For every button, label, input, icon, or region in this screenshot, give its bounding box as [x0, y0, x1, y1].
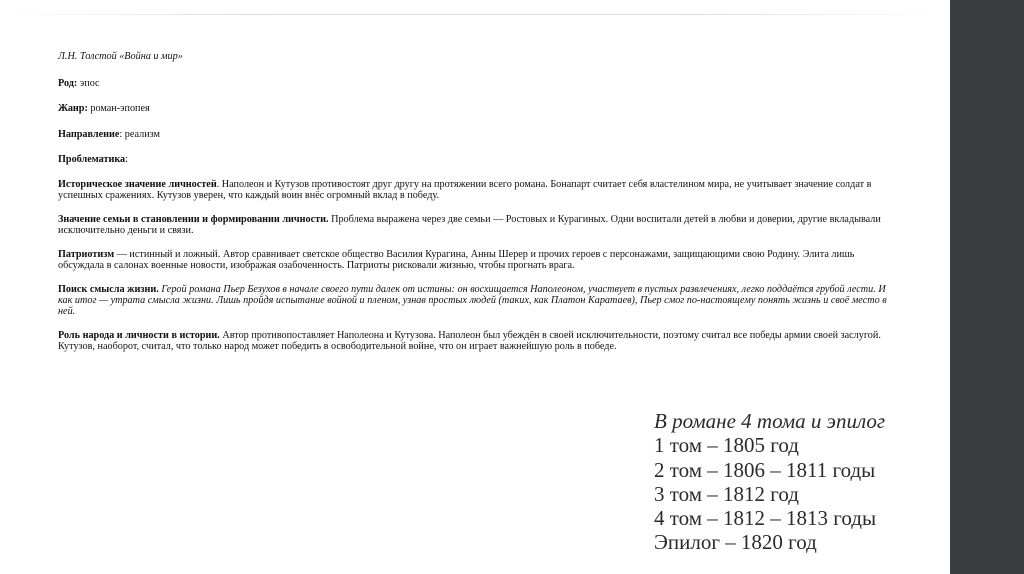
paragraph-family — [58, 214, 893, 236]
paragraph-label: Поиск смысла жизни. — [58, 283, 159, 295]
paragraph-label: Значение семьи в становлении и формировании личности. — [58, 213, 329, 225]
paragraph-patriotism — [58, 249, 893, 271]
paragraph-label: Патриотизм — [58, 248, 115, 260]
paragraph-meaning-of-life — [58, 284, 893, 318]
napravlenie-label: Направление — [58, 128, 120, 140]
book-title: Л.Н. Толстой «Война и мир» — [58, 51, 183, 62]
rod-value: эпос — [77, 78, 100, 90]
napravlenie-line — [58, 129, 893, 140]
summary-heading: В романе 4 тома и эпилог — [654, 409, 886, 433]
paragraph-text: Герой романа Пьер Безухов в начале своего пути далек от истины: он восхищается Наполеоном, участвует в пустых развлечениях, легко поддаётся грубой лести. И как итог — утрата смысла жизни. Лишь пройдя испытание войной и пленом, узнав простых людей (таких, как Платон Каратаев), Пьер смог по-настоящему понять жизнь и своё место в ней. — [58, 283, 887, 318]
document-text — [58, 51, 893, 365]
paragraph-text: Проблема выражена через две семьи — Ростовых и Курагиных. Одни воспитали детей в любви и доверии, другие вкладывали исключительно деньги и связи. — [58, 213, 881, 237]
summary-line: 4 том – 1812 – 1813 годы — [654, 506, 877, 531]
paragraph-historical-significance — [58, 179, 893, 201]
problematika-label: Проблематика — [58, 153, 126, 165]
volumes-summary — [654, 409, 934, 555]
zhanr-label: Жанр: — [58, 103, 88, 115]
napravlenie-value: : реализм — [119, 128, 160, 140]
paragraph-text: . Наполеон и Кутузов противостоят друг другу на протяжении всего романа. Бонапарт считает себя властелином мира, не учитывает значение солдат в успешных сражениях. Кутузов уверен, что каждый воин внёс огромный вклад в победу. — [58, 179, 872, 202]
paragraph-label: Роль народа и личности в истории. — [58, 329, 220, 341]
rod-label: Род: — [58, 78, 78, 90]
paragraph-text: Автор противопоставляет Наполеона и Кутузова. Наполеон был убеждён в своей исключительности, поэтому считал все победы армии своей заслугой. Кутузов, наоборот, считал, что только народ может победить в освободительной войне, что он играет важнейшую роль в победе. — [58, 329, 881, 353]
problematika-line — [58, 154, 893, 165]
zhanr-line — [58, 103, 893, 114]
paragraph-label: Историческое значение личностей — [58, 179, 217, 191]
zhanr-value: роман-эпопея — [87, 103, 150, 115]
summary-line: 3 том – 1812 год — [654, 481, 799, 506]
summary-line: 1 том – 1805 год — [654, 433, 799, 458]
top-divider — [0, 14, 945, 15]
paragraph-text: — истинный и ложный. Автор сравнивает светское общество Василия Курагина, Анны Шерер и прочих героев с персонажами, защищающими свою Родину. Элита лишь обсуждала в салонах военные новости, изображая озабоченность. Патриоты рисковали жизнью, чтобы прогнать врага. — [58, 248, 855, 272]
problematika-value: : — [125, 153, 128, 165]
right-sidebar-bar — [950, 0, 1024, 574]
rod-line — [58, 78, 893, 89]
paragraph-role-of-people — [58, 330, 893, 352]
summary-line: Эпилог – 1820 год — [654, 530, 817, 555]
summary-line: 2 том – 1806 – 1811 годы — [654, 457, 876, 482]
